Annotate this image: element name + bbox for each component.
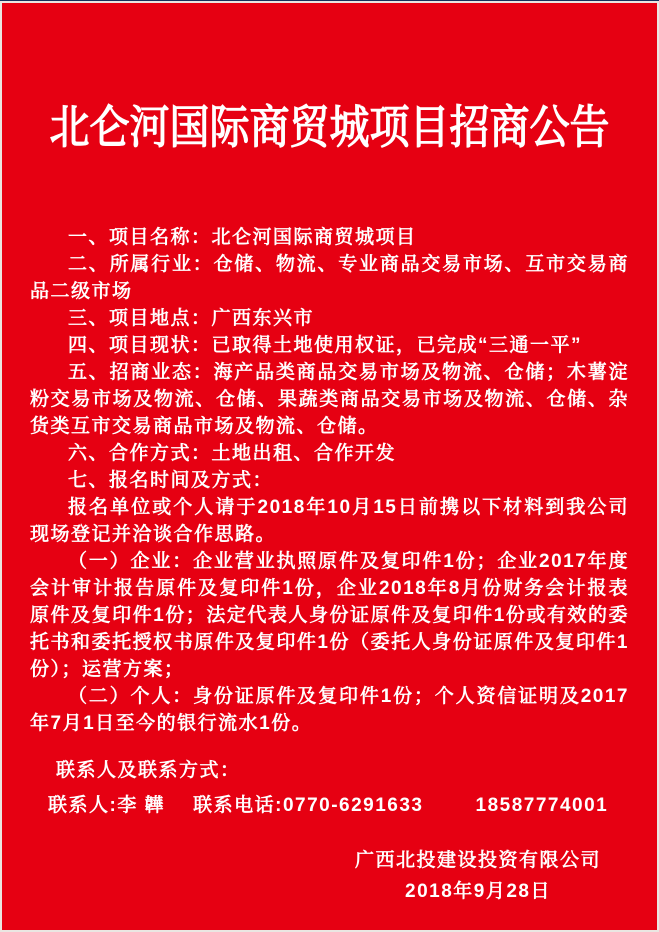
- contact-phone-label: 联系电话:: [193, 795, 283, 816]
- contact-mobile-number: 18587774001: [475, 795, 609, 816]
- body-paragraph-enterprise-materials: （一）企业：企业营业执照原件及复印件1份；企业2017年度会计审计报告原件及复印件1份，企业2018年8月份财务会计报表原件及复印件1份；法定代表人身份证原件及复印件1份或有效的委托书和委托授权书原件及复印件1份（委托人身份证原件及复印件1份）；运营方案；: [30, 551, 629, 680]
- contact-name-label: 联系人:: [48, 795, 118, 816]
- poster-background: [2, 3, 657, 930]
- body-paragraph-status: 四、项目现状：已取得土地使用权证，已完成“三通一平”: [68, 335, 583, 356]
- body-paragraph-business-types: 五、招商业态：海产品类商品交易市场及物流、仓储；木薯淀粉交易市场及物流、仓储、果蔬类商品交易市场及物流、仓储、杂货类互市交易商品市场及物流、仓储。: [30, 362, 629, 437]
- company-name: 广西北投建设投资有限公司: [354, 850, 601, 871]
- contact-heading: 联系人及联系方式：: [56, 760, 241, 781]
- contact-name: 李 韡: [117, 795, 166, 816]
- body-paragraph-project-name: 一、项目名称：北仑河国际商贸城项目: [68, 227, 417, 248]
- contact-line: [30, 792, 629, 819]
- contact-phone-number: 0770-6291633: [282, 795, 424, 816]
- publish-date: 2018年9月28日: [405, 881, 551, 902]
- body-paragraph-location: 三、项目地点：广西东兴市: [68, 308, 315, 329]
- page-title: 北仑河国际商贸城项目招商公告: [49, 101, 610, 154]
- body-paragraph-individual-materials: （二）个人：身份证原件及复印件1份；个人资信证明及2017年7月1日至今的银行流水1份。: [30, 686, 629, 734]
- signature-block: [355, 847, 601, 905]
- contact-section: [30, 757, 629, 819]
- top-edge-line: [0, 0, 659, 1]
- body-paragraph-industry: 二、所属行业：仓储、物流、专业商品交易市场、互市交易商品二级市场: [30, 254, 629, 302]
- announcement-body: [30, 224, 629, 737]
- body-paragraph-registration-info: 报名单位或个人请于2018年10月15日前携以下材料到我公司现场登记并洽谈合作思路。: [30, 497, 629, 545]
- body-paragraph-registration-heading: 七、报名时间及方式：: [68, 470, 274, 491]
- body-paragraph-cooperation: 六、合作方式：土地出租、合作开发: [68, 443, 397, 464]
